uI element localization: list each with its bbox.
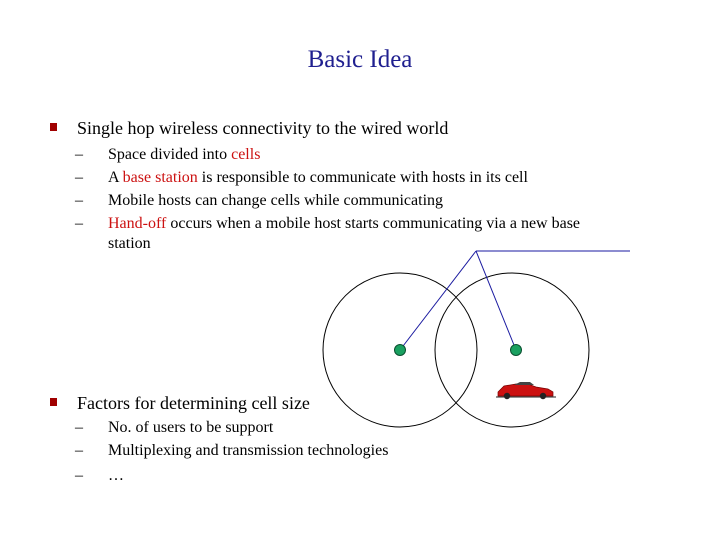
sub-item-text: Hand-off occurs when a mobile host starts communicating via a new base: [108, 215, 581, 232]
dash-icon: –: [75, 442, 83, 459]
base-station-right: [511, 345, 522, 356]
base-station-left: [395, 345, 406, 356]
dash-icon: –: [75, 419, 83, 436]
dash-icon: –: [75, 467, 83, 484]
highlight-cells: cells: [231, 146, 261, 163]
highlight-hand-off: Hand-off: [108, 215, 167, 232]
sub-item-text: Multiplexing and transmission technologies: [108, 442, 389, 459]
dash-icon: –: [75, 215, 83, 232]
wire-to-left-base-station: [400, 251, 476, 350]
square-bullet-icon: [50, 398, 57, 406]
highlight-base-station: base station: [122, 169, 198, 186]
dash-icon: –: [75, 169, 83, 186]
bullet-connectivity-text: Single hop wireless connectivity to the wired world: [77, 118, 449, 138]
sub-item-text: No. of users to be support: [108, 419, 274, 436]
sub-item-text: A base station is responsible to communicate with hosts in its cell: [108, 169, 528, 186]
car-icon: [496, 382, 556, 399]
slide-title: Basic Idea: [307, 46, 413, 73]
sub-item-text: Mobile hosts can change cells while communicating: [108, 192, 444, 209]
wire-to-right-base-station: [476, 251, 516, 350]
sub-item-text: …: [108, 467, 124, 484]
sub-item-text: station: [108, 235, 151, 252]
sub-item-text: Space divided into cells: [108, 146, 261, 163]
dash-icon: –: [75, 146, 83, 163]
dash-icon: –: [75, 192, 83, 209]
bullet-cell-size-text: Factors for determining cell size: [77, 393, 310, 413]
